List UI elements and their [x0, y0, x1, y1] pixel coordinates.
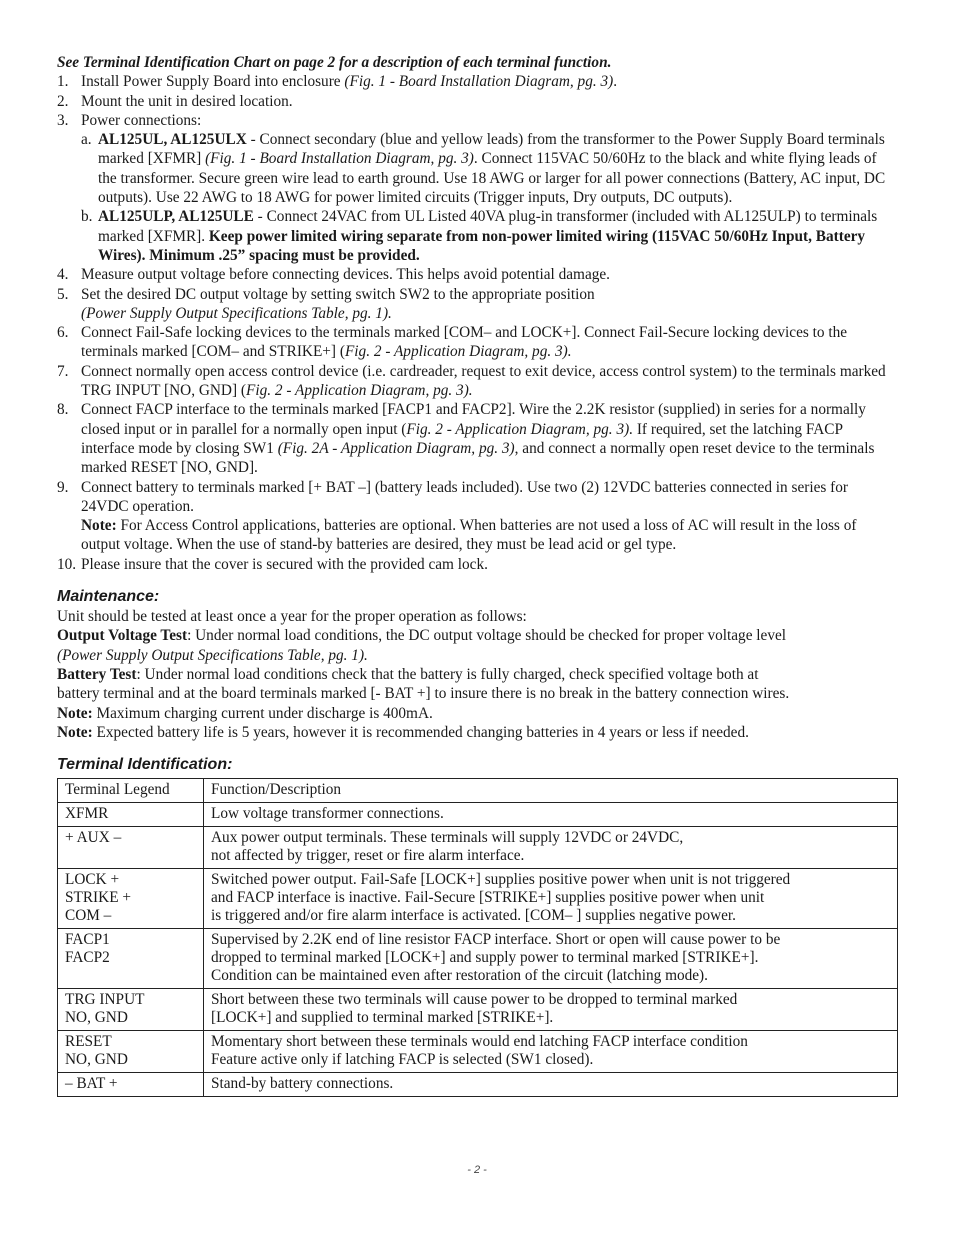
table-row: [58, 1031, 898, 1073]
terminal-legend: XFMR: [58, 803, 204, 827]
test-label: Battery Test: [57, 665, 137, 683]
page-content: [57, 53, 897, 1097]
terminal-identification-table: [57, 778, 898, 1097]
step-text: Install Power Supply Board into enclosure: [81, 73, 345, 91]
step-number: 4.: [57, 266, 69, 284]
intro-note: See Terminal Identification Chart on page 2 for a description of each terminal function.: [57, 54, 612, 71]
step-2: [57, 92, 897, 111]
step-3a: [57, 130, 897, 207]
step-6: [57, 323, 897, 362]
note-text: Expected battery life is 5 years, however it is recommended changing batteries in 4 years or less if needed.: [92, 723, 749, 741]
note-text: Maximum charging current under discharge is 400mA.: [92, 704, 433, 722]
step-text: Connect normally open access control device (i.e. cardreader, request to exit device, access control system) to the terminals marked TRG INPUT [NO, GND] (: [81, 362, 886, 400]
table-reference: (Power Supply Output Specifications Table, pg. 1).: [81, 304, 392, 322]
table-row: [58, 869, 898, 929]
step-number: 6.: [57, 324, 69, 342]
step-1: [57, 72, 897, 91]
table-reference: (Power Supply Output Specifications Table, pg. 1).: [57, 646, 368, 664]
figure-reference: (Fig. 1 - Board Installation Diagram, pg. 3): [344, 73, 614, 91]
step-number: 9.: [57, 478, 69, 496]
step-text: Connect battery to terminals marked [+ BAT –] (battery leads included). Use two (2) 12VDC batteries connected in series for 24VDC operation.: [81, 478, 849, 515]
figure-reference: Fig. 2 - Application Diagram, pg. 3).: [406, 420, 634, 438]
test-text: : Under normal load conditions, the DC output voltage should be checked for proper voltage level: [187, 627, 787, 645]
step-number: 2.: [57, 92, 69, 110]
step-number: 10.: [57, 555, 77, 573]
terminal-description: Supervised by 2.2K end of line resistor FACP interface. Short or open will cause power to be dropped to terminal marked [LOCK+] and supply power to terminal marked [STRIKE+]. Condition can be maintained even after restoration of the circuit (latching mode).: [204, 929, 898, 989]
terminal-legend: RESET NO, GND: [58, 1031, 204, 1073]
battery-test: [57, 665, 797, 704]
table-row: [58, 989, 898, 1031]
step-number: 8.: [57, 401, 69, 419]
step-text-cont: If required, set the latching FACP interface mode by closing SW1: [81, 420, 843, 457]
column-header-description: Function/Description: [204, 779, 898, 803]
maintenance-intro: Unit should be tested at least once a year for the proper operation as follows:: [57, 608, 527, 626]
step-number: 5.: [57, 285, 69, 303]
step-text: Connect Fail-Safe locking devices to the terminals marked [COM– and LOCK+]. Connect Fail-Secure locking devices to the terminals marked [COM– and STRIKE+] (: [81, 324, 848, 361]
model-names: AL125ULP, AL125ULE: [98, 208, 254, 226]
terminal-legend: + AUX –: [58, 827, 204, 869]
table-row: [58, 827, 898, 869]
terminal-description: Switched power output. Fail-Safe [LOCK+] supplies positive power when unit is not triggered and FACP interface is inactive. Fail-Secure [STRIKE+] supplies positive power when unit is triggered and/or fire alarm interface is activated. [COM– ] supplies negative power.: [204, 869, 898, 929]
terminal-identification-heading: Terminal Identification:: [57, 756, 233, 774]
step-10: [57, 555, 897, 574]
substep-text-cont: . Connect 115VAC 50/60Hz to the black and white flying leads of the transformer. Secure green wire lead to earth ground. Use 18 AWG or larger for all power connections (Battery, AC input, DC outputs). Use 22 AWG to 18 AWG for power limited circuits (Trigger inputs, Dry outputs, DC outputs).: [98, 150, 886, 207]
table-header-row: [58, 779, 898, 803]
figure-reference: (Fig. 1 - Board Installation Diagram, pg. 3): [205, 150, 474, 168]
test-text: : Under normal load conditions check that the battery is fully charged, check specified voltage both at battery terminal and at the board terminals marked [- BAT +] to insure there is no break in the battery connection wires.: [57, 665, 790, 703]
step-number: 3.: [57, 111, 69, 129]
step-3b: [57, 207, 897, 265]
terminal-description: Momentary short between these terminals would end latching FACP interface condition Feature active only if latching FACP is selected (SW1 closed).: [204, 1031, 898, 1073]
substep-text: - Connect secondary (blue and yellow leads) from the transformer to the Power Supply Board terminals marked [XFMR]: [98, 131, 885, 168]
substep-letter: a.: [81, 131, 92, 149]
test-label: Output Voltage Test: [57, 627, 188, 645]
step-5: [57, 285, 897, 324]
model-names: AL125UL, AL125ULX: [98, 131, 247, 149]
page-number: - 2 -: [467, 1164, 487, 1176]
terminal-description: Short between these two terminals will cause power to be dropped to terminal marked [LOCK+] and supplied to terminal marked [STRIKE+].: [204, 989, 898, 1031]
step-text: Mount the unit in desired location.: [81, 92, 293, 110]
note-text: For Access Control applications, batteries are optional. When batteries are not used a loss of AC will result in the loss of output voltage. When the use of stand-by batteries are desired, they must be lead acid or gel type.: [81, 517, 857, 554]
table-row: [58, 1073, 898, 1097]
step-9: [57, 478, 897, 555]
table-row: [58, 803, 898, 827]
figure-reference: Fig. 2 - Application Diagram, pg. 3).: [344, 343, 572, 361]
step-text: Measure output voltage before connecting devices. This helps avoid potential damage.: [81, 266, 610, 284]
substep-letter: b.: [81, 208, 93, 226]
terminal-legend: FACP1 FACP2: [58, 929, 204, 989]
step-8: [57, 400, 897, 477]
step-text: Connect FACP interface to the terminals marked [FACP1 and FACP2]. Wire the 2.2K resistor (supplied) in series for a normally closed input or in parallel for a normally open input (: [81, 401, 866, 438]
step-text: Set the desired DC output voltage by setting switch SW2 to the appropriate position: [81, 285, 595, 303]
step-text-end: , and connect a normally open reset device to the terminals marked RESET [NO, GND].: [81, 439, 875, 477]
step-number: 7.: [57, 362, 69, 380]
wiring-warning: Keep power limited wiring separate from non-power limited wiring (115VAC 50/60Hz Input, Battery Wires). Minimum .25” spacing must be provided.: [98, 227, 866, 264]
step-text: Please insure that the cover is secured with the provided cam lock.: [81, 555, 488, 573]
step-7: [57, 362, 897, 401]
step-4: [57, 265, 897, 284]
step-number: 1.: [57, 73, 69, 91]
terminal-description: Low voltage transformer connections.: [204, 803, 898, 827]
terminal-legend: LOCK + STRIKE + COM –: [58, 869, 204, 929]
battery-life-note: [57, 723, 897, 742]
figure-reference: Fig. 2 - Application Diagram, pg. 3).: [246, 382, 473, 400]
charging-note: [57, 704, 897, 723]
terminal-description: Stand-by battery connections.: [204, 1073, 898, 1097]
output-voltage-test: [57, 626, 897, 665]
note-label: Note:: [57, 723, 93, 741]
note-label: Note:: [81, 517, 117, 535]
substep-text: - Connect 24VAC from UL Listed 40VA plug-in transformer (included with AL125ULP) to terminals marked [XFMR].: [98, 208, 878, 245]
step-text: Power connections:: [81, 111, 202, 129]
table-row: [58, 929, 898, 989]
maintenance-heading: Maintenance:: [57, 588, 160, 606]
terminal-description: Aux power output terminals. These terminals will supply 12VDC or 24VDC, not affected by trigger, reset or fire alarm interface.: [204, 827, 898, 869]
step-3: [57, 111, 897, 130]
note-label: Note:: [57, 704, 93, 722]
step-text-end: .: [613, 73, 618, 91]
figure-reference-2a: (Fig. 2A - Application Diagram, pg. 3): [277, 439, 515, 457]
terminal-legend: – BAT +: [58, 1073, 204, 1097]
terminal-legend: TRG INPUT NO, GND: [58, 989, 204, 1031]
column-header-legend: Terminal Legend: [58, 779, 204, 803]
